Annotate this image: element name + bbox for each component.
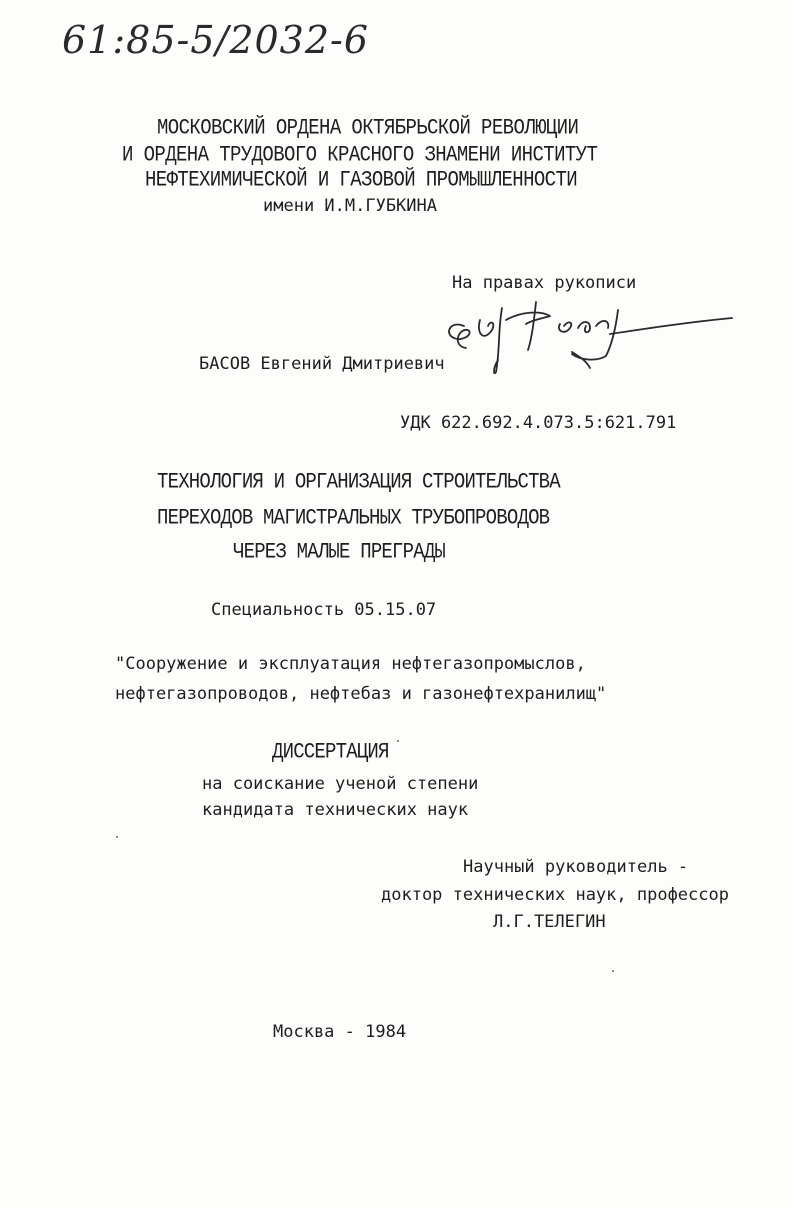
institute-line-1: МОСКОВСКИЙ ОРДЕНА ОКТЯБРЬСКОЙ РЕВОЛЮЦИИ (157, 114, 579, 141)
city-year: Москва - 1984 (273, 1022, 407, 1042)
degree-line-2: кандидата технических наук (202, 800, 469, 820)
title-line-2: ПЕРЕХОДОВ МАГИСТРАЛЬНЫХ ТРУБОПРОВОДОВ (157, 504, 550, 531)
supervisor-degree: доктор технических наук, профессор (381, 885, 729, 905)
author-signature (440, 290, 740, 380)
specialty-name-line-1: "Сооружение и эксплуатация нефтегазопромыслов, (115, 654, 586, 674)
specialty-name-line-2: нефтегазопроводов, нефтебаз и газонефтехранилищ" (115, 684, 607, 704)
degree-line-1: на соискание ученой степени (202, 774, 479, 794)
institute-line-2: И ОРДЕНА ТРУДОВОГО КРАСНОГО ЗНАМЕНИ ИНСТИТУТ (122, 141, 598, 168)
paper-speck (612, 970, 614, 972)
institute-line-4: имени И.М.ГУБКИНА (263, 196, 437, 216)
manuscript-note: На правах рукописи (452, 273, 637, 293)
institute-line-3: НЕФТЕХИМИЧЕСКОЙ И ГАЗОВОЙ ПРОМЫШЛЕННОСТИ (145, 166, 578, 193)
author-name: БАСОВ Евгений Дмитриевич (199, 354, 445, 374)
title-line-1: ТЕХНОЛОГИЯ И ОРГАНИЗАЦИЯ СТРОИТЕЛЬСТВА (157, 468, 560, 495)
archive-shelf-mark: 61:85-5/2032-6 (62, 18, 370, 62)
title-line-3: ЧЕРЕЗ МАЛЫЕ ПРЕГРАДЫ (233, 538, 446, 565)
udc-code: УДК 622.692.4.073.5:621.791 (400, 413, 677, 433)
specialty-code: Специальность 05.15.07 (211, 600, 437, 620)
supervisor-name: Л.Г.ТЕЛЕГИН (493, 912, 606, 932)
supervisor-role: Научный руководитель - (463, 857, 689, 877)
paper-speck (116, 836, 118, 838)
paper-speck (397, 740, 399, 742)
dissertation-heading: ДИССЕРТАЦИЯ (272, 738, 389, 765)
